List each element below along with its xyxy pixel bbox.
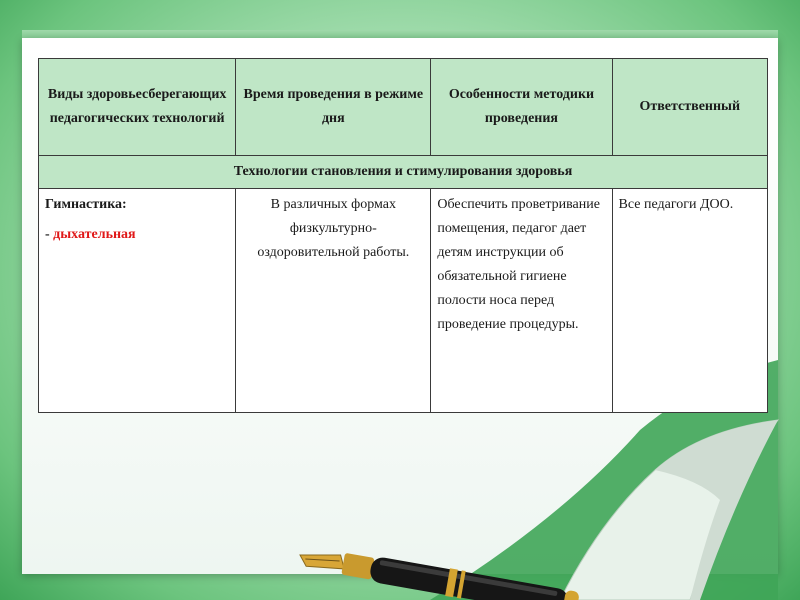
header-row — [39, 59, 768, 156]
header-types: Виды здоровьесберегающих педагогических технологий — [39, 59, 236, 156]
table-row — [39, 189, 768, 413]
section-row — [39, 156, 768, 189]
breathing-label: дыхательная — [53, 227, 136, 242]
cell-time: В различных формах физкультурно-оздоровительной работы. — [236, 189, 431, 413]
header-method: Особенности методики проведения — [431, 59, 612, 156]
cell-method: Обеспечить проветривание помещения, педагог дает детям инструкции об обязательной гигиене полости носа перед проведение процедуры. — [431, 189, 612, 413]
gymnastics-item — [45, 223, 229, 247]
item-dash: - — [45, 227, 54, 242]
header-time: Время проведения в режиме дня — [236, 59, 431, 156]
section-title: Технологии становления и стимулирования здоровья — [39, 156, 768, 189]
gymnastics-title: Гимнастика: — [45, 197, 127, 212]
technologies-table — [38, 58, 768, 413]
cell-type — [39, 189, 236, 413]
header-responsible: Ответственный — [612, 59, 767, 156]
cell-responsible: Все педагоги ДОО. — [612, 189, 767, 413]
